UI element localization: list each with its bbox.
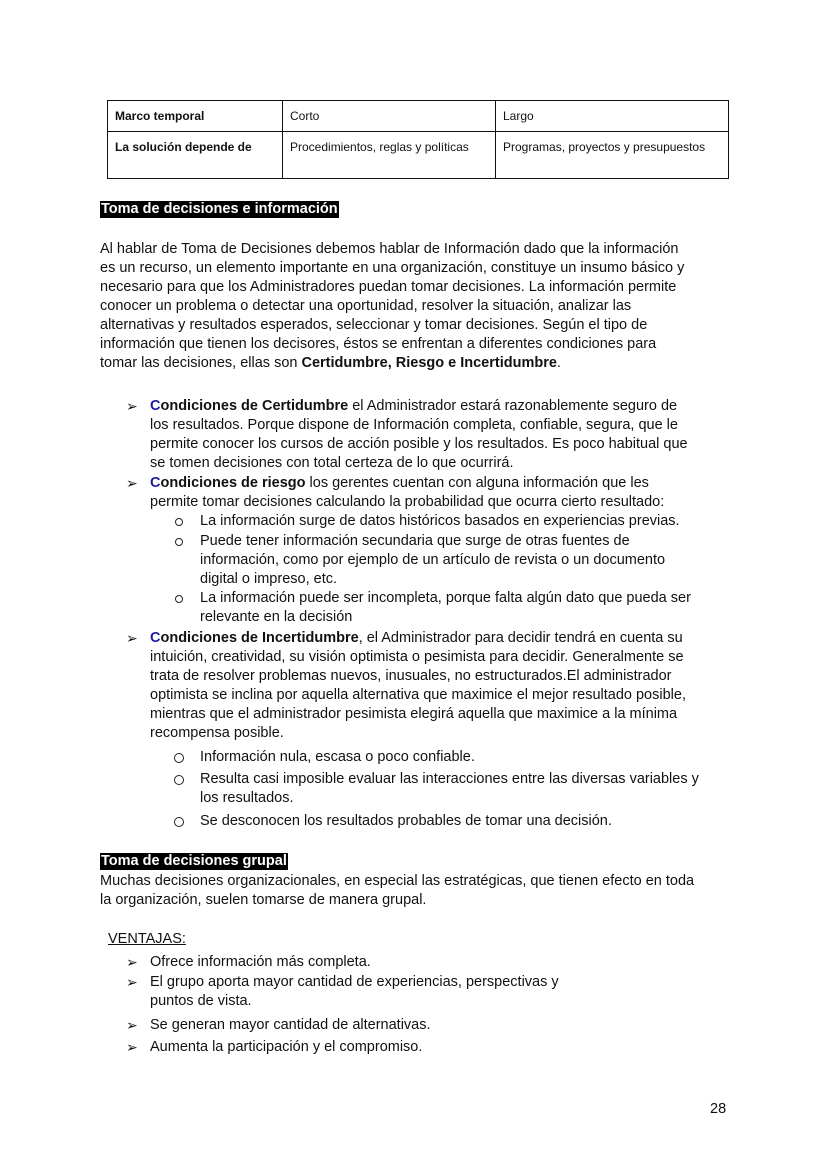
paragraph-line: la organización, suelen tomarse de manera grupal. — [100, 892, 427, 908]
subitem-line: información, como por ejemplo de un artículo de revista o un documento — [200, 552, 666, 568]
circle-bullet-icon — [175, 518, 183, 526]
condition-title-line — [150, 629, 730, 648]
subitem — [200, 512, 740, 531]
arrow-bullet-icon: ➢ — [126, 954, 138, 970]
condition-riesgo — [150, 474, 730, 512]
circle-bullet-icon — [174, 817, 184, 827]
paragraph-line: conocer un problema o detectar una oportunidad, resolver la situación, analizar las — [100, 298, 632, 314]
ventaja-line: Aumenta la participación y el compromiso. — [150, 1039, 423, 1055]
ventaja-item — [150, 1038, 730, 1057]
table-cell: Corto — [283, 101, 496, 132]
paragraph-line: Muchas decisiones organizacionales, en especial las estratégicas, que tienen efecto en toda — [100, 873, 695, 889]
condition-line: permite tomar decisiones calculando la probabilidad que ocurra cierto resultado: — [150, 494, 665, 510]
ventaja-line: puntos de vista. — [150, 993, 252, 1009]
subitem-line: Se desconocen los resultados probables de tomar una decisión. — [200, 813, 612, 829]
subitem-line: Resulta casi imposible evaluar las interacciones entre las diversas variables y — [200, 771, 699, 787]
subitem — [200, 589, 740, 627]
subitem-line: Puede tener información secundaria que surge de otras fuentes de — [200, 533, 630, 549]
ventaja-line: El grupo aporta mayor cantidad de experiencias, perspectivas y — [150, 974, 559, 990]
paragraph-line: es un recurso, un elemento importante en una organización, constituye un insumo básico y — [100, 260, 685, 276]
subitem-line: relevante en la decisión — [200, 609, 353, 625]
table-row — [108, 101, 729, 132]
arrow-bullet-icon: ➢ — [126, 398, 138, 414]
circle-bullet-icon — [174, 775, 184, 785]
condition-title: ondiciones de Incertidumbre — [160, 630, 359, 646]
circle-bullet-icon — [174, 753, 184, 763]
section-heading-grupal: Toma de decisiones grupal — [101, 853, 287, 869]
table-cell: Largo — [496, 101, 729, 132]
arrow-bullet-icon: ➢ — [126, 974, 138, 990]
grupal-paragraph — [100, 872, 732, 910]
condition-initial: C — [150, 398, 161, 414]
table-cell-label: Marco temporal — [108, 101, 283, 132]
arrow-bullet-icon: ➢ — [126, 1039, 138, 1055]
ventajas-label: VENTAJAS: — [108, 931, 186, 947]
circle-bullet-icon — [175, 538, 183, 546]
condition-initial: C — [150, 630, 161, 646]
ventaja-item — [150, 973, 730, 1011]
arrow-bullet-icon: ➢ — [126, 1017, 138, 1033]
subitem — [200, 532, 740, 589]
subitem-line: digital o impreso, etc. — [200, 571, 338, 587]
paragraph-line: alternativas y resultados esperados, seleccionar y tomar decisiones. Según el tipo de — [100, 317, 648, 333]
condition-incertidumbre — [150, 629, 730, 743]
condition-title: ondiciones de Certidumbre — [160, 398, 349, 414]
circle-bullet-icon — [175, 595, 183, 603]
paragraph-line: necesario para que los Administradores puedan tomar decisiones. La información permite — [100, 279, 677, 295]
section-heading-informacion: Toma de decisiones e información — [101, 201, 338, 217]
subitem-line: Información nula, escasa o poco confiable. — [200, 749, 475, 765]
ventaja-line: Se generan mayor cantidad de alternativas. — [150, 1017, 431, 1033]
condition-line: intuición, creatividad, su visión optimista o pesimista para decidir. Generalmente se — [150, 649, 684, 665]
page-number: 28 — [710, 1101, 727, 1117]
subitem — [200, 770, 740, 808]
ventaja-item — [150, 953, 730, 972]
condition-initial: C — [150, 475, 161, 491]
condition-text: , el Administrador para decidir tendrá en cuenta su — [358, 630, 683, 646]
subitem — [200, 748, 740, 767]
ventaja-item — [150, 1016, 730, 1035]
condition-line: se tomen decisiones con total certeza de lo que ocurrirá. — [150, 455, 514, 471]
condition-text: los gerentes cuentan con alguna información que les — [305, 475, 649, 491]
condition-title: ondiciones de riesgo — [160, 475, 306, 491]
ventaja-line: Ofrece información más completa. — [150, 954, 371, 970]
condition-text: el Administrador estará razonablemente seguro de — [348, 398, 678, 414]
paragraph-text: tomar las decisiones, ellas son — [100, 355, 302, 371]
condition-line: trata de resolver problemas nuevos, inusuales, no estructurados.El administrador — [150, 668, 672, 684]
table-cell: Procedimientos, reglas y políticas — [283, 132, 496, 179]
arrow-bullet-icon: ➢ — [126, 475, 138, 491]
condition-line: permite conocer los cursos de acción posible y los resultados. Es poco habitual que — [150, 436, 688, 452]
table-cell-label: La solución depende de — [108, 132, 283, 179]
paragraph-line — [100, 354, 732, 373]
condition-line: optimista se inclina por aquella alternativa que maximice el mejor resultado posible, — [150, 687, 686, 703]
comparison-table — [107, 100, 729, 179]
paragraph-line: Al hablar de Toma de Decisiones debemos hablar de Información dado que la información — [100, 241, 679, 257]
conditions-list-bold: Certidumbre, Riesgo e Incertidumbre — [301, 355, 557, 371]
condition-certidumbre — [150, 397, 730, 473]
arrow-bullet-icon: ➢ — [126, 630, 138, 646]
condition-line: mientras que el administrador pesimista elegirá aquella que maximice a la mínima — [150, 706, 678, 722]
paragraph-line: información que tienen los decisores, éstos se enfrentan a diferentes condiciones para — [100, 336, 657, 352]
subitem — [200, 812, 740, 831]
condition-line: los resultados. Porque dispone de Información completa, confiable, segura, que le — [150, 417, 678, 433]
intro-paragraph — [100, 240, 732, 373]
subitem-line: La información puede ser incompleta, porque falta algún dato que pueda ser — [200, 590, 691, 606]
condition-title-line — [150, 397, 730, 416]
condition-line: recompensa posible. — [150, 725, 284, 741]
table-row — [108, 132, 729, 179]
subitem-line: La información surge de datos históricos basados en experiencias previas. — [200, 513, 680, 529]
table-cell: Programas, proyectos y presupuestos — [496, 132, 729, 179]
condition-title-line — [150, 474, 730, 493]
subitem-line: los resultados. — [200, 790, 294, 806]
paragraph-text: . — [556, 355, 561, 371]
